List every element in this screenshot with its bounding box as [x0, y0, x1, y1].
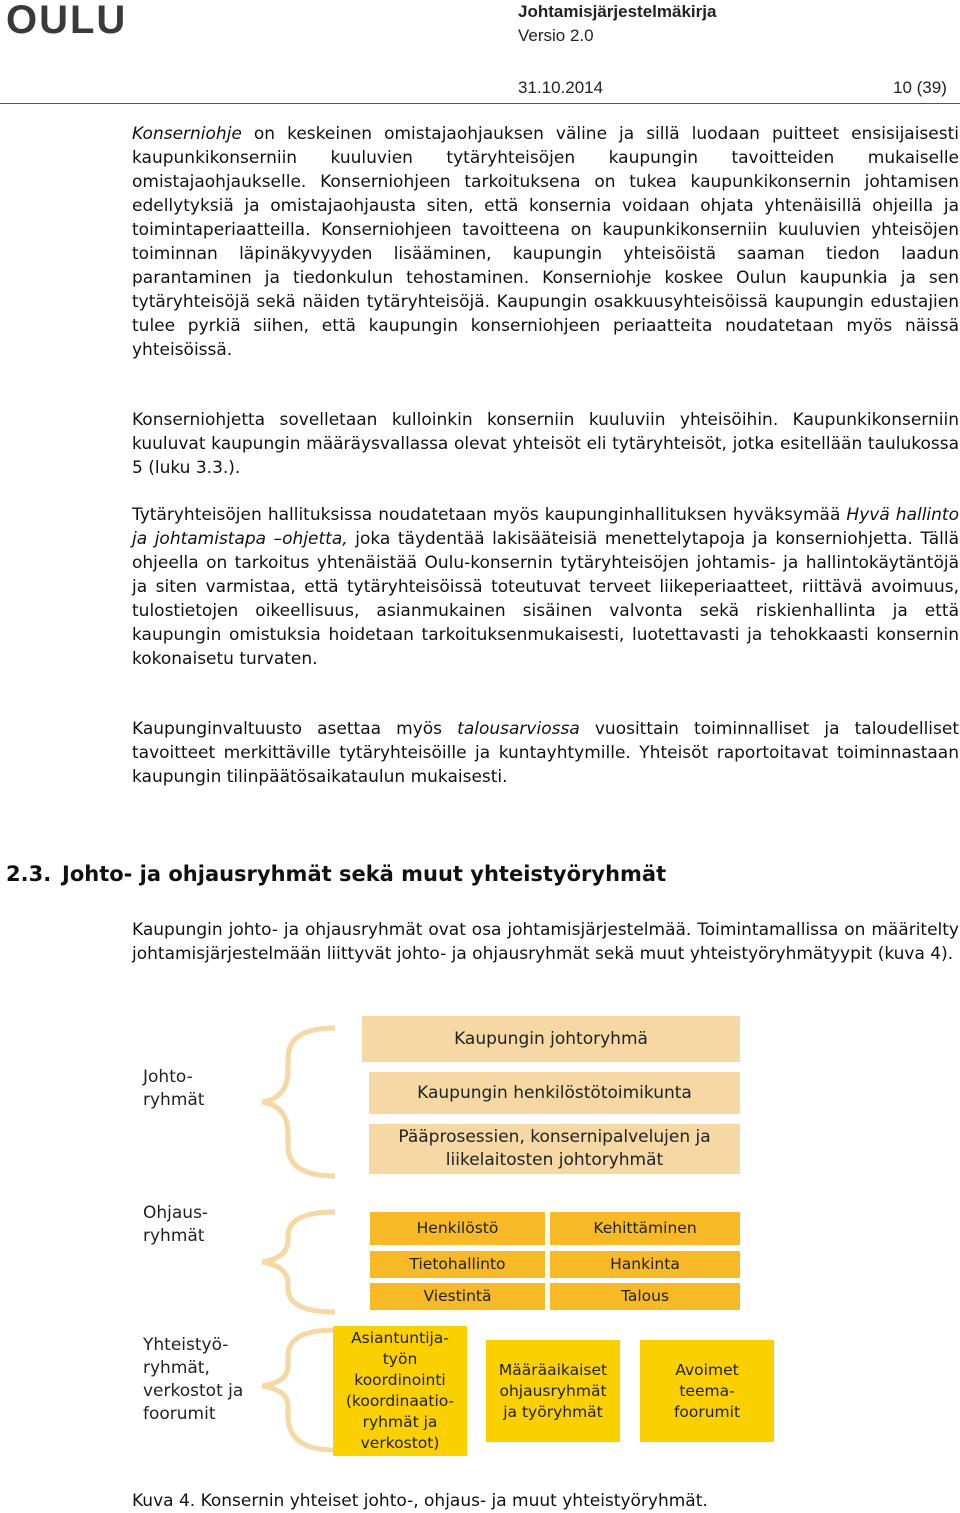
label-line: Yhteistyö- [143, 1335, 229, 1355]
paragraph-text: vuosittain toiminnalliset ja taloudelliset tavoitteet merkittäville tytäryhteisöille ja kuntayhtymille. Yhteisöt raportoitavat toiminnastaan kaupungin tilinpäätösaikataulun mukaisesti. [132, 719, 960, 787]
box-henkilosto: Henkilöstö [370, 1212, 545, 1245]
ohjaus-bracket [262, 1212, 335, 1312]
yhteistyo-bracket [262, 1330, 335, 1450]
paragraph-text: on keskeinen omistajaohjauksen väline ja sillä luodaan puitteet ensisijaisesti kaupunkikonserniin kuuluvien tytäryhteisöjen kaupungin tavoitteiden mukaiselle omistajaohjaukselle. Konserniohjeen tarkoituksena on tukea kaupunkikonsernin johtamisen edellytyksiä ja omistajaohjausta siten, että konsernia voidaan ohjata yhtenäisillä ohjeilla ja toimintaperiaatteilla. Konserniohjeen tavoitteena on kaupunkikonserniin kuuluvien yhteisöjen toiminnan läpinäkyvyyden lisääminen, kaupungin yhteisöistä saaman tiedon laadun parantaminen ja tiedonkulun tehostaminen. Konserniohje koskee Oulun kaupunkia ja sen tytäryhteisöjä sekä näiden tytäryhteisöjä. Kaupungin osakkuusyhteisöissä kaupungin edustajien tulee pyrkiä siihen, että kaupungin konserniohjeen periaatteita noudatetaan myös näissä yhteisöissä. [132, 124, 959, 360]
paragraph-groups-intro: Kaupungin johto- ja ohjausryhmät ovat osa johtamisjärjestelmää. Toimintamallissa on määritelty johtamisjärjestelmään liittyvät johto- ja ohjausryhmät sekä muut yhteistyöryhmätyypit (kuva 4). [132, 920, 959, 964]
box-asiantuntijatyon-koordinointi: Asiantuntija-työn koordinointi (koordinaatio-ryhmät ja verkostot) [333, 1326, 467, 1456]
paragraph-text: Kaupunginvaltuusto asettaa myös [132, 719, 458, 739]
label-line: Johto- [143, 1067, 193, 1087]
section-title: Johto- ja ohjausryhmät sekä muut yhteistyöryhmät [62, 862, 667, 886]
paragraph-text: joka täydentää lakisääteisiä menettelytapoja ja konserniohjetta. Tällä ohjeella on tarkoitus yhtenäistää Oulu-konsernin tytäryhteisöjen johtamis- ja hallintokäytäntöjä ja siten varmistaa, että tytäryhteisöissä toteutuvat terveet liikeperiaatteet, riittävä avoimuus, tulostietojen oikeellisuus, asianmukainen sisäinen valvonta sekä riskienhallinta ja että kaupungin omistuksia hoidetaan tarkoituksenmukaisesti, luotettavasti ja tehokkaasti konsernin kokonaisetu turvaten. [132, 529, 960, 669]
figure-caption: Kuva 4. Konsernin yhteiset johto-, ohjaus- ja muut yhteistyöryhmät. [132, 1491, 708, 1511]
box-viestinta: Viestintä [370, 1283, 545, 1310]
document-title: Johtamisjärjestelmäkirja [518, 2, 717, 21]
label-line: ryhmät [143, 1226, 205, 1246]
oulu-logo: OULU [6, 0, 128, 42]
section-number: 2.3. [6, 862, 52, 886]
budget-term: talousarviossa [457, 719, 580, 739]
konserniohje-term: Konserniohje [132, 124, 242, 144]
paragraph-application: Konserniohjetta sovelletaan kulloinkin konserniin kuuluviin yhteisöihin. Kaupunkikonserniin kuuluvat kaupungin määräysvallassa olevat yhteisöt eli tytäryhteisöt, jotka esitellään taulukossa 5 (luku 3.3.). [132, 410, 959, 478]
label-line: Ohjaus- [143, 1203, 209, 1223]
box-kaupungin-johtoryhma: Kaupungin johtoryhmä [362, 1016, 740, 1062]
box-talous: Talous [550, 1283, 740, 1310]
label-line: verkostot ja [143, 1381, 244, 1401]
box-avoimet-teemafoorumit: Avoimet teema-foorumit [640, 1340, 774, 1442]
box-maaraaikaiset-ryhmat: Määräaikaiset ohjausryhmät ja työryhmät [486, 1340, 620, 1442]
box-kehittaminen: Kehittäminen [550, 1212, 740, 1245]
box-paaprosessien-johtoryhmat: Pääprosessien, konsernipalvelujen ja liikelaitosten johtoryhmät [369, 1124, 740, 1174]
box-henkilostotoimikunta: Kaupungin henkilöstötoimikunta [369, 1072, 740, 1114]
label-line: ryhmät, [143, 1358, 210, 1378]
label-line: ryhmät [143, 1090, 205, 1110]
page-number: 10 (39) [893, 78, 947, 97]
group-label-yhteistyo [143, 1334, 243, 1426]
document-version: Versio 2.0 [518, 26, 594, 45]
box-tietohallinto: Tietohallinto [370, 1251, 545, 1278]
document-date: 31.10.2014 [518, 78, 604, 97]
guideline-title: Hyvä hallinto ja johtamistapa –ohjetta, [132, 505, 959, 549]
label-line: foorumit [143, 1404, 216, 1424]
paragraph-text: Tytäryhteisöjen hallituksissa noudatetaan myös kaupunginhallituksen hyväksymää [132, 505, 847, 525]
group-label-johto [143, 1066, 204, 1112]
johto-bracket [262, 1028, 335, 1176]
group-label-ohjaus [143, 1202, 208, 1248]
box-hankinta: Hankinta [550, 1251, 740, 1278]
